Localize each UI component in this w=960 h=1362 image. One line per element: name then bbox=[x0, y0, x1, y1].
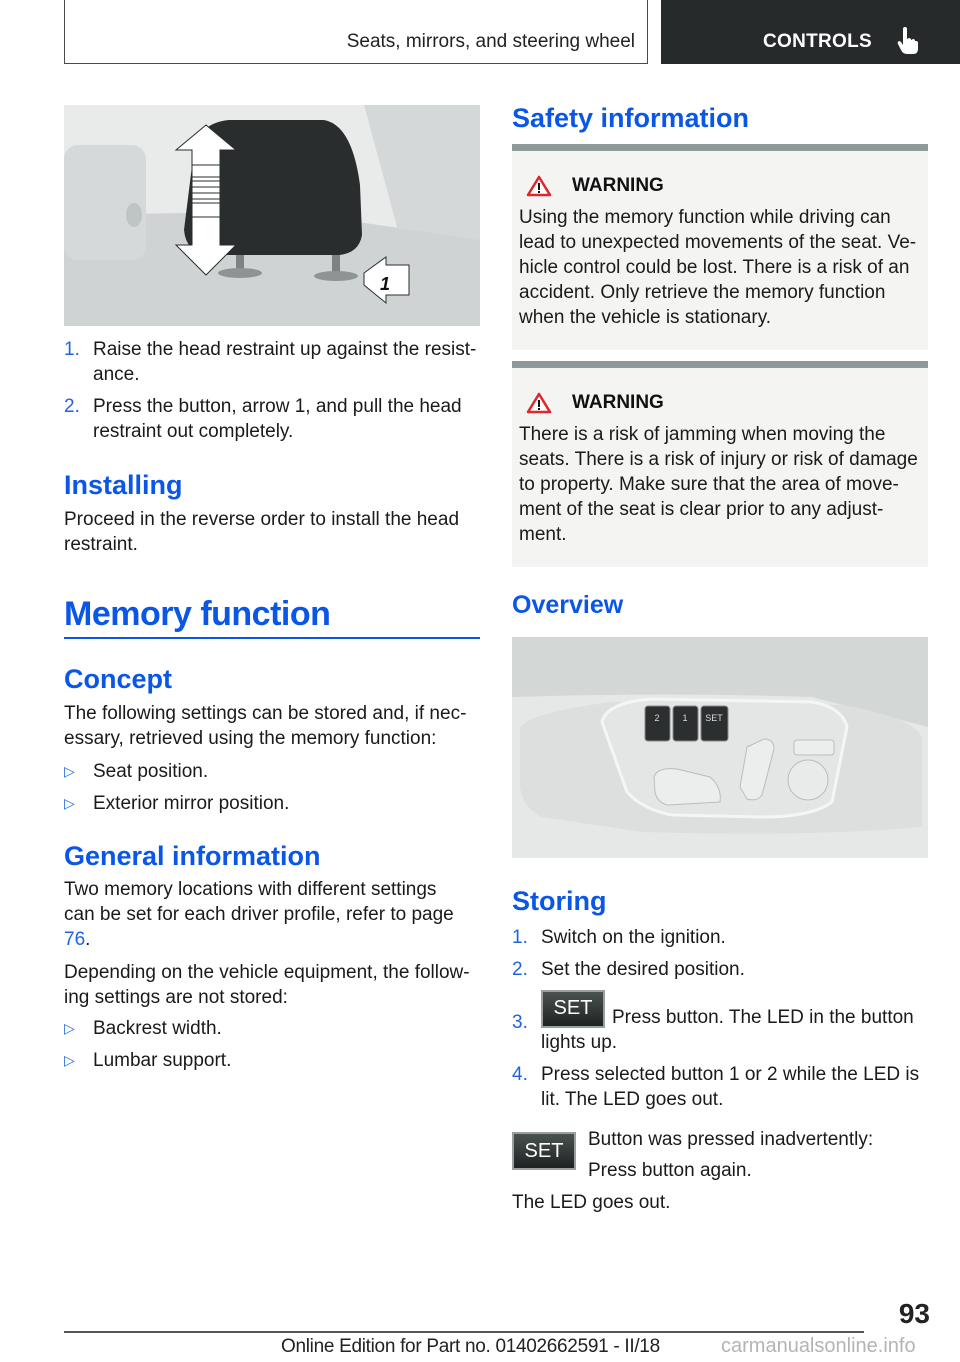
installing-text: Proceed in the reverse order to install the head restraint. bbox=[64, 509, 460, 555]
pointing-hand-icon bbox=[897, 27, 919, 55]
heading-divider bbox=[64, 637, 480, 639]
triangle-bullet-icon: ▷ bbox=[64, 795, 75, 811]
storing-step-4: 4. Press selected button 1 or 2 while the LED is lit. The LED goes out. bbox=[512, 1064, 920, 1110]
head-restraint-figure bbox=[64, 105, 480, 326]
concept-item: ▷ Exterior mirror position. bbox=[64, 793, 290, 814]
footer-divider bbox=[64, 1331, 864, 1333]
svg-text:1: 1 bbox=[380, 274, 391, 294]
warning-text: There is a risk of jamming when moving the seats. There is a risk of injury or risk of damage to property. Make sure that the area of move-ment of the seat is clear prior to any adjust-ment. bbox=[519, 424, 918, 545]
warning-triangle-icon bbox=[526, 392, 552, 414]
page-number: 93 bbox=[898, 1298, 930, 1329]
watermark: carmanualsonline.info bbox=[721, 1335, 916, 1357]
warning-header: WARNING bbox=[519, 392, 920, 414]
inadvertent-note-line-1: Button was pressed inadvertently: bbox=[588, 1129, 874, 1150]
storing-heading: Storing bbox=[512, 886, 607, 916]
led-goes-out-text: The LED goes out. bbox=[512, 1192, 671, 1213]
concept-item: ▷ Seat position. bbox=[64, 761, 209, 782]
seat-memory-buttons-figure bbox=[512, 637, 928, 858]
warning-triangle-icon bbox=[526, 175, 552, 197]
warning-box-1 bbox=[512, 144, 928, 350]
set-button-icon: SET bbox=[541, 990, 605, 1028]
section-title: Seats, mirrors, and steering wheel bbox=[346, 31, 635, 52]
inadvertent-note-line-2: Press button again. bbox=[588, 1160, 752, 1181]
memory-function-heading: Memory function bbox=[64, 595, 331, 633]
general-information-heading: General information bbox=[64, 841, 321, 871]
chapter-tab[interactable] bbox=[661, 0, 960, 64]
set-button-icon: SET bbox=[512, 1132, 576, 1170]
triangle-bullet-icon: ▷ bbox=[64, 1052, 75, 1068]
edition-text: Online Edition for Part no. 01402662591 - II/18 bbox=[281, 1336, 660, 1357]
safety-information-heading: Safety information bbox=[512, 103, 750, 133]
overview-heading: Overview bbox=[512, 591, 624, 619]
triangle-bullet-icon: ▷ bbox=[64, 1020, 75, 1036]
warning-text: Using the memory function while driving can lead to unexpected movements of the seat. Ve-hicle control could be lost. There is a risk of an accident. Only retrieve the memory function when the vehicle is stationary. bbox=[519, 207, 917, 328]
triangle-bullet-icon: ▷ bbox=[64, 763, 75, 779]
chapter-tab-label: CONTROLS bbox=[763, 31, 873, 52]
svg-text:1: 1 bbox=[682, 713, 688, 723]
storing-step-2: 2. Set the desired position. bbox=[512, 959, 745, 980]
removal-step-1: 1. Raise the head restraint up against the resist-ance. bbox=[64, 339, 477, 385]
concept-text: The following settings can be stored and, if nec-essary, retrieved using the memory function: bbox=[64, 703, 467, 749]
section-header bbox=[64, 0, 648, 64]
svg-text:SET: SET bbox=[705, 713, 723, 723]
page-link[interactable]: 76 bbox=[64, 929, 86, 950]
general-information-text-2: Depending on the vehicle equipment, the follow-ing settings are not stored: bbox=[64, 962, 470, 1008]
svg-text:2: 2 bbox=[654, 713, 660, 723]
not-stored-item: ▷ Lumbar support. bbox=[64, 1050, 232, 1071]
installing-heading: Installing bbox=[64, 470, 183, 500]
general-information-text: Two memory locations with different settings can be set for each driver profile, refer to page 76. bbox=[64, 879, 454, 950]
storing-step-3: 3. SET Press button. The LED in the button lights up. bbox=[512, 992, 928, 1055]
removal-step-2: 2. Press the button, arrow 1, and pull the head restraint out completely. bbox=[64, 396, 462, 442]
storing-step-1: 1. Switch on the ignition. bbox=[512, 927, 726, 948]
not-stored-item: ▷ Backrest width. bbox=[64, 1018, 222, 1039]
warning-header: WARNING bbox=[519, 175, 920, 197]
concept-heading: Concept bbox=[64, 664, 172, 694]
warning-box-2 bbox=[512, 361, 928, 567]
